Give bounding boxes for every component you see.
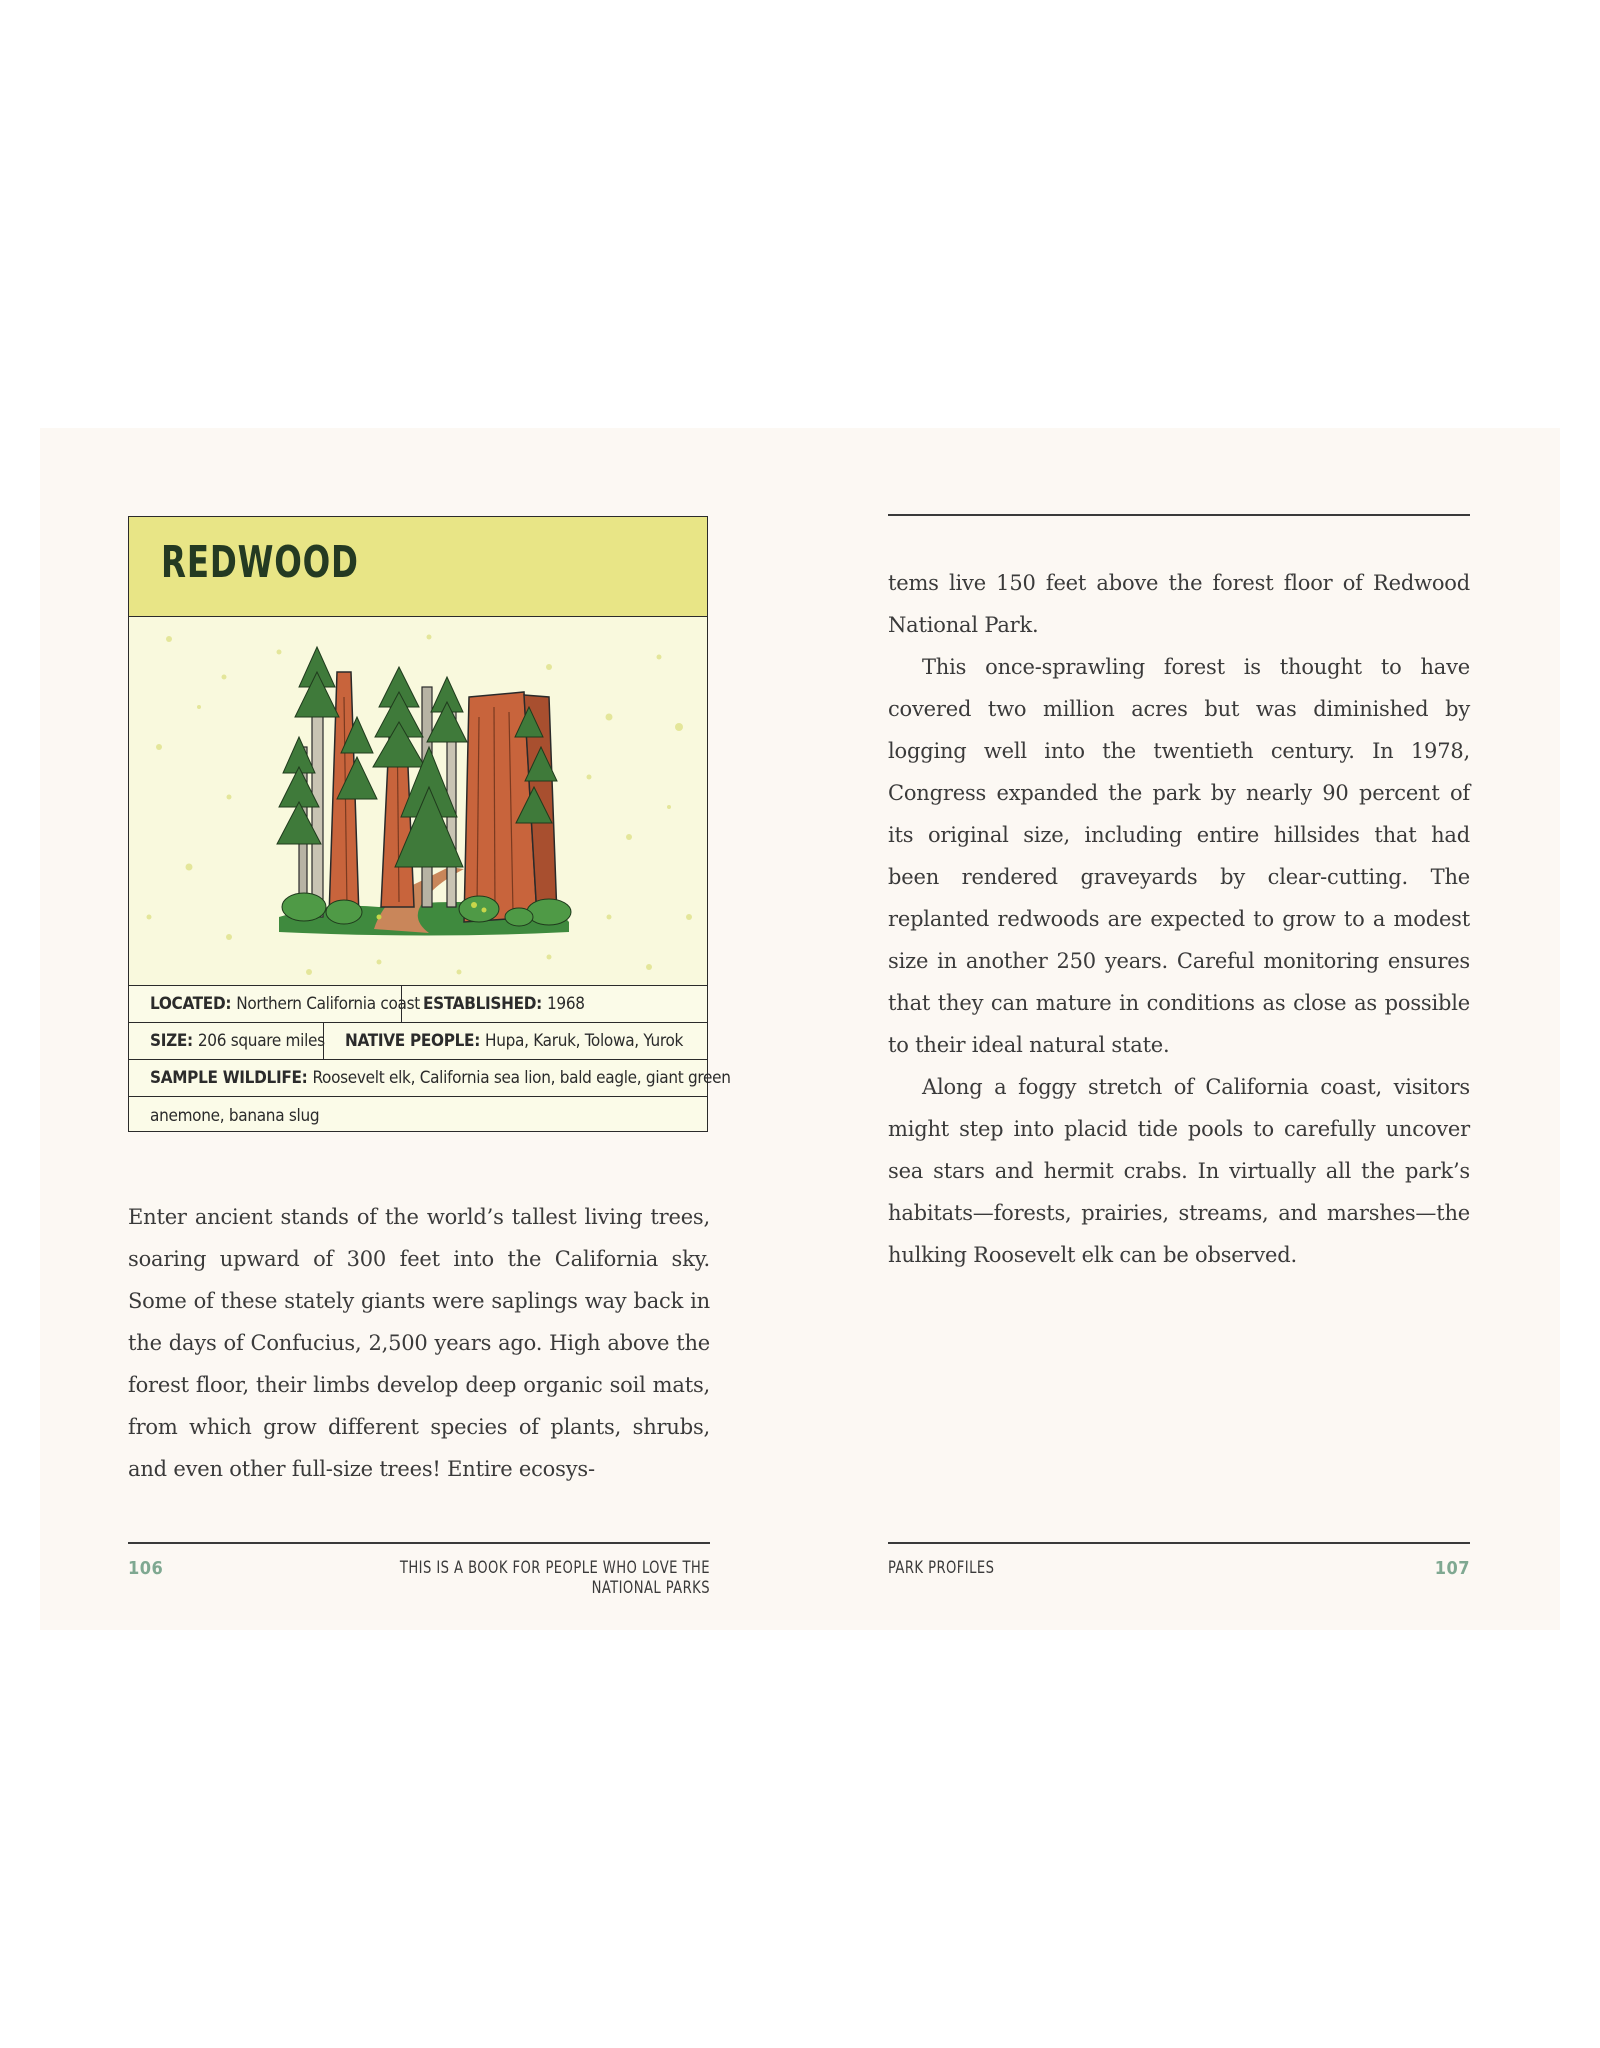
right-paragraph-2: This once-sprawling forest is thought to have covered two million acres but was diminished by logging well into the twentieth century. In 1978, Congress expanded the park by nearly 90 percent of its original size, including entire hillsides that had been rendered graveyards by clear-cutting. The replanted redwoods are expected to grow to a modest size in another 250 years. Careful monitoring ensures that they can mature in conditions as close as possible to their ideal natural state.: [888, 655, 1470, 1057]
right-page-body: [888, 562, 1470, 1276]
park-info-card: [128, 516, 731, 1132]
size-label: SIZE:: [150, 1031, 193, 1051]
info-row-size: [129, 1023, 707, 1060]
right-running-head: PARK PROFILES: [888, 1558, 995, 1578]
size-value: 206 square miles: [197, 1031, 325, 1051]
park-title: REDWOOD: [161, 537, 359, 588]
right-page-number: 107: [1434, 1558, 1470, 1579]
left-running-head: THIS IS A BOOK FOR PEOPLE WHO LOVE THE NATIONAL PARKS: [399, 1558, 710, 1598]
redwood-forest-illustration: [129, 617, 707, 986]
left-page-body: Enter ancient stands of the world’s tallest living trees, soaring upward of 300 feet into the California sky. Some of these stately giants were saplings way back in the days of Confucius, 2,500 years ago. High above the forest floor, their limbs develop deep organic soil mats, from which grow different species of plants, shrubs, and even other full-size trees! Entire ecosys-: [128, 1205, 710, 1481]
card-header: [129, 517, 707, 617]
right-paragraph-1: tems live 150 feet above the forest floor of Redwood National Park.: [888, 571, 1470, 637]
right-footer-rule: [888, 1542, 1470, 1544]
native-people-value: Hupa, Karuk, Tolowa, Yurok: [485, 1031, 684, 1051]
located-value: Northern California coast: [236, 994, 420, 1014]
redwood-forest-icon: [129, 617, 707, 986]
left-page-number: 106: [128, 1558, 164, 1579]
info-row-wildlife: [129, 1060, 731, 1097]
wildlife-value-line2: anemone, banana slug: [150, 1105, 320, 1126]
established-value: 1968: [547, 994, 585, 1014]
right-paragraph-3: Along a foggy stretch of California coast, visitors might step into placid tide pools to carefully uncover sea stars and hermit crabs. In virtually all the park’s habitats—forests, prairies, streams, and marshes—the hulking Roosevelt elk can be observed.: [888, 1075, 1470, 1267]
located-label: LOCATED:: [150, 994, 232, 1014]
wildlife-value-line1: Roosevelt elk, California sea lion, bald eagle, giant green: [312, 1068, 731, 1088]
left-footer-rule: [128, 1542, 710, 1544]
info-row-wildlife-cont: [129, 1097, 707, 1134]
native-people-label: NATIVE PEOPLE:: [345, 1031, 481, 1051]
established-label: ESTABLISHED:: [423, 994, 542, 1014]
info-row-located: [129, 986, 707, 1023]
right-page-top-rule: [888, 514, 1470, 516]
wildlife-label: SAMPLE WILDLIFE:: [150, 1068, 308, 1088]
